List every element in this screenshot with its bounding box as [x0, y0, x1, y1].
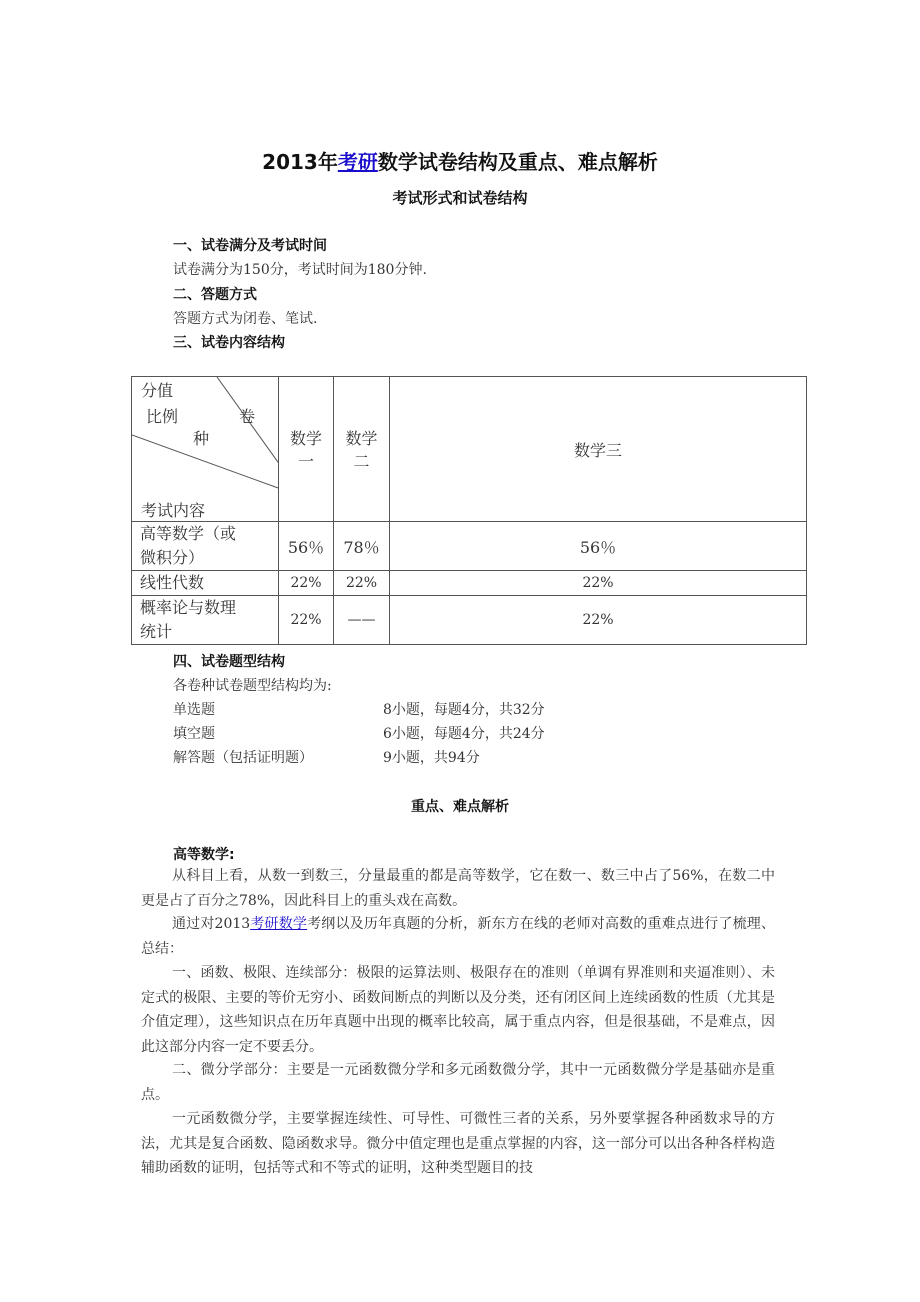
section-2-text: 答题方式为闭卷、笔试.	[173, 311, 318, 327]
kaoyan-math-link[interactable]: 考研数学	[250, 916, 308, 932]
row-label-line1: 高等数学（或	[140, 524, 237, 543]
header-math3: 数学三	[390, 377, 807, 522]
row-label	[132, 596, 279, 645]
title-suffix: 数学试卷结构及重点、难点解析	[377, 150, 658, 174]
document-subtitle: 考试形式和试卷结构	[392, 189, 528, 207]
section-1-text: 试卷满分为150分，考试时间为180分钟.	[173, 262, 427, 278]
cell-math1: 56％	[279, 522, 334, 571]
question-type-name: 单选题	[173, 702, 215, 718]
header-math1-line2: 一	[297, 452, 314, 471]
table-row	[132, 596, 807, 645]
cell-math3: 22%	[390, 596, 807, 645]
question-type-detail: 9小题，共94分	[383, 750, 480, 766]
section-4-heading: 四、试卷题型结构	[173, 654, 285, 670]
table-row	[132, 522, 807, 571]
row-label	[132, 571, 279, 596]
title-prefix: 2013年	[262, 150, 338, 174]
corner-label-kaoshineirong: 考试内容	[141, 501, 206, 520]
header-math2-line1: 数学	[345, 429, 378, 448]
table-row	[132, 571, 807, 596]
paragraph-4: 二、微分学部分：主要是一元函数微分学和多元函数微分学，其中一元函数微分学是基础亦是重点。	[141, 1062, 775, 1103]
document-title	[0, 146, 920, 175]
analysis-subheading: 高等数学:	[173, 847, 235, 863]
cell-math2: 78％	[334, 522, 390, 571]
corner-label-zhong: 种	[193, 429, 210, 448]
section-4-intro: 各卷种试卷题型结构均为:	[173, 678, 332, 694]
cell-math2: ——	[334, 596, 390, 645]
cell-math3: 56％	[390, 522, 807, 571]
content-structure-table	[131, 376, 807, 645]
table-header-row	[132, 377, 807, 522]
header-math1-line1: 数学	[289, 429, 322, 448]
row-label-line2: 统计	[140, 622, 173, 641]
analysis-heading: 重点、难点解析	[411, 799, 509, 815]
corner-label-bili: 比例	[146, 407, 179, 426]
section-2-heading: 二、答题方式	[173, 287, 257, 303]
paragraph-2-suffix: 考纲以及历年真题的分析，新东方在线的老师对高数的重难点进行了梳理、总结：	[141, 916, 775, 957]
question-type-name: 填空题	[173, 726, 215, 742]
header-math2	[334, 377, 390, 522]
row-label	[132, 522, 279, 571]
corner-label-fenzhi: 分值	[141, 381, 174, 400]
question-type-detail: 8小题，每题4分，共32分	[383, 702, 545, 718]
paragraph-1: 从科目上看，从数一到数三，分量最重的都是高等数学，它在数一、数三中占了56%，在数二中更是占了百分之78%，因此科目上的重头戏在高数。	[141, 868, 775, 909]
paragraph-5: 一元函数微分学，主要掌握连续性、可导性、可微性三者的关系，另外要掌握各种函数求导的方法，尤其是复合函数、隐函数求导。微分中值定理也是重点掌握的内容，这一部分可以出各种各样构造辅助函数的证明，包括等式和不等式的证明，这种类型题目的技	[141, 1111, 775, 1176]
title-link-kaoyan[interactable]: 考研	[337, 150, 378, 174]
paragraph-2	[141, 912, 775, 961]
cell-math1: 22%	[279, 596, 334, 645]
cell-math2: 22%	[334, 571, 390, 596]
cell-math3: 22%	[390, 571, 807, 596]
section-1-heading: 一、试卷满分及考试时间	[173, 238, 327, 254]
header-math1	[279, 377, 334, 522]
cell-math1: 22%	[279, 571, 334, 596]
corner-label-juan: 卷	[239, 407, 256, 426]
section-3-heading: 三、试卷内容结构	[173, 335, 285, 351]
row-label-line1: 线性代数	[140, 573, 205, 592]
header-math2-line2: 二	[353, 452, 370, 471]
row-label-line1: 概率论与数理	[140, 598, 237, 617]
table-corner-cell	[132, 377, 279, 522]
paragraph-3: 一、函数、极限、连续部分：极限的运算法则、极限存在的准则（单调有界准则和夹逼准则）、未定式的极限、主要的等价无穷小、函数间断点的判断以及分类，还有闭区间上连续函数的性质（尤其是介值定理），这些知识点在历年真题中出现的概率比较高，属于重点内容，但是很基础，不是难点，因此这部分内容一定不要丢分。	[141, 965, 775, 1055]
row-label-line2: 微积分）	[140, 548, 205, 567]
question-type-name: 解答题（包括证明题）	[173, 750, 313, 766]
paragraph-2-prefix: 通过对2013	[172, 916, 251, 932]
question-type-detail: 6小题，每题4分，共24分	[383, 726, 545, 742]
